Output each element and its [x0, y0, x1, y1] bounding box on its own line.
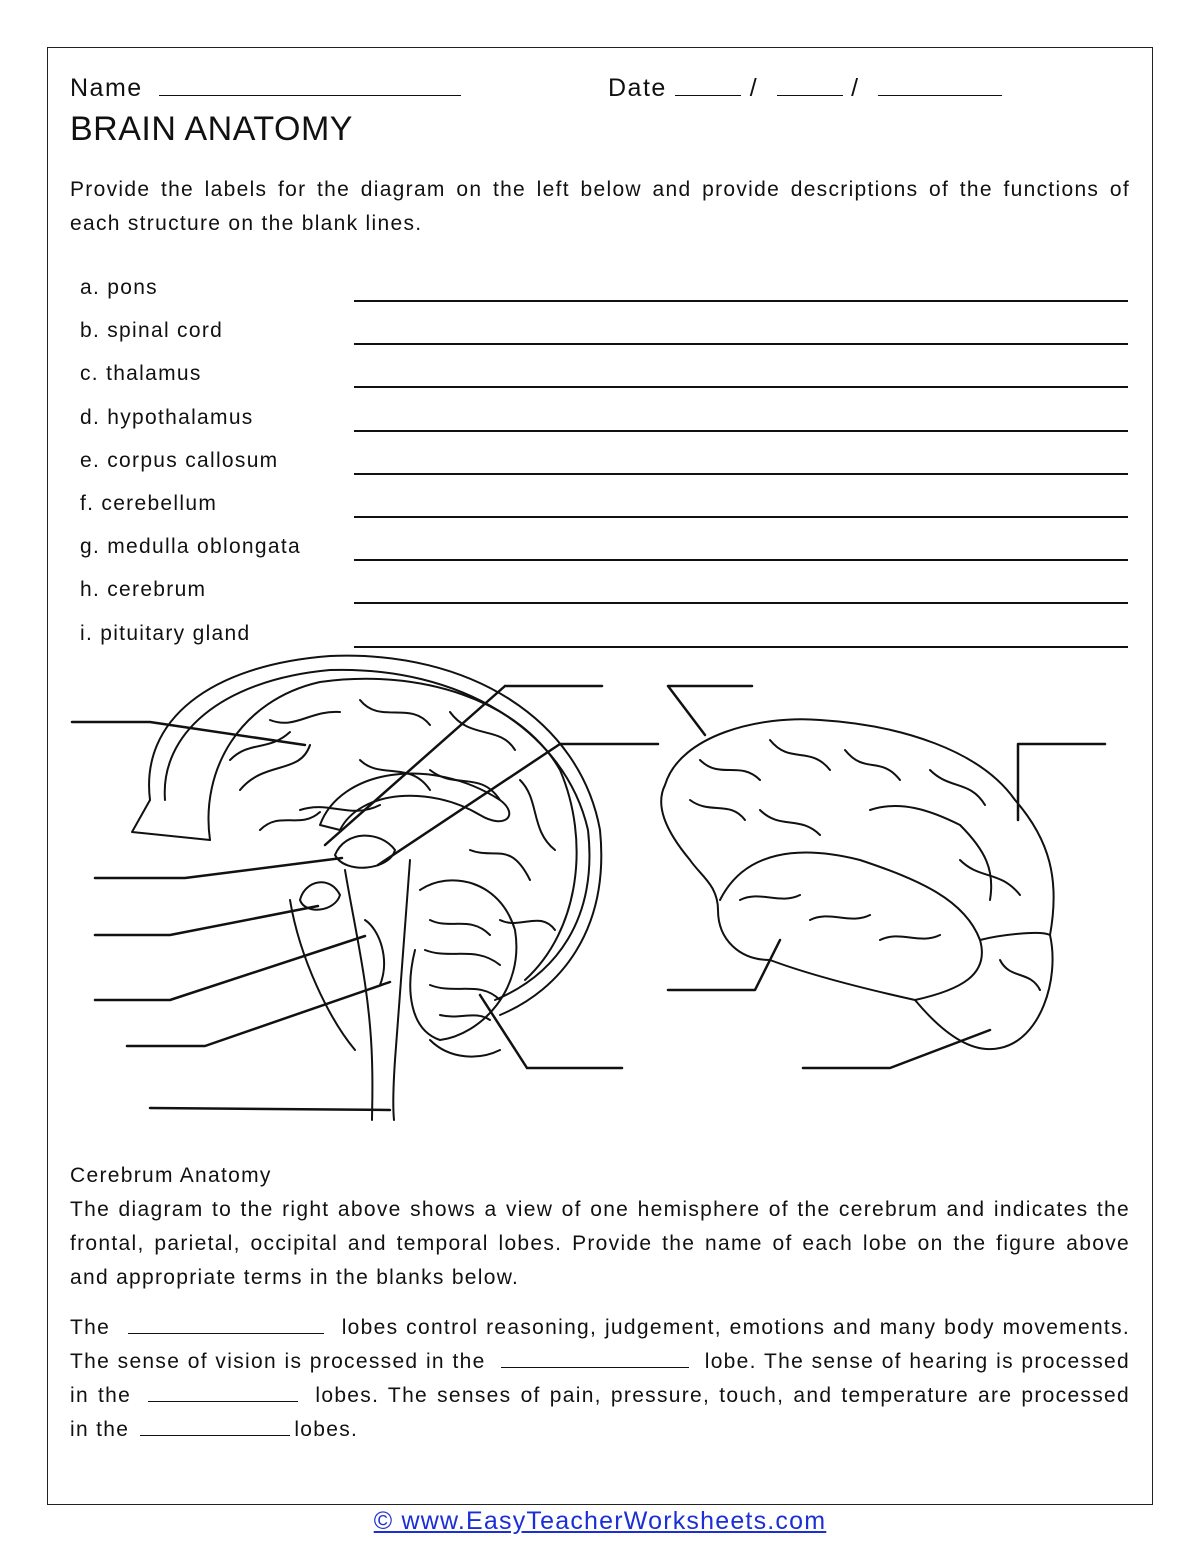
name-blank[interactable] [159, 75, 461, 96]
date-label: Date [608, 74, 667, 102]
instructions: Provide the labels for the diagram on the left below and provide descriptions of the functions of each structure on the blank lines. [70, 178, 1130, 235]
page-title: BRAIN ANATOMY [70, 110, 353, 148]
footer [0, 1507, 1200, 1536]
sagittal-brain-illustration [72, 656, 658, 1120]
date-day-blank[interactable] [777, 75, 843, 96]
description-blank[interactable] [354, 386, 1128, 388]
fill-in-text: lobes. [294, 1418, 359, 1441]
structure-row [80, 535, 1130, 578]
structure-label: b. spinal cord [80, 319, 224, 343]
structure-label: e. corpus callosum [80, 448, 279, 472]
date-separator: / [749, 74, 759, 102]
description-blank[interactable] [354, 602, 1128, 604]
lateral-hemisphere-illustration [661, 686, 1105, 1068]
structure-label: a. pons [80, 276, 158, 299]
occipital-lobe-blank[interactable] [501, 1345, 689, 1368]
description-blank[interactable] [354, 430, 1128, 432]
description-blank[interactable] [354, 559, 1128, 561]
cerebrum-heading: Cerebrum Anatomy [70, 1164, 272, 1187]
parietal-lobe-blank[interactable] [140, 1413, 290, 1436]
date-field[interactable] [608, 74, 1002, 103]
name-label: Name [70, 74, 143, 102]
fill-in-text: lobes control reasoning, judgement, emotions and many body movements. The sense of vision is processed in the [70, 1316, 1131, 1373]
structure-row [80, 362, 1130, 405]
structure-label: i. pituitary gland [80, 621, 251, 645]
structure-label: h. cerebrum [80, 578, 207, 602]
name-field[interactable] [70, 74, 461, 103]
structure-row [80, 578, 1130, 621]
structure-row [80, 319, 1130, 362]
description-blank[interactable] [354, 300, 1128, 302]
structure-label: c. thalamus [80, 362, 202, 386]
fill-in-text: lobe. The sense of hearing is processed in the [70, 1350, 1131, 1407]
brain-diagrams [0, 640, 1200, 1130]
structure-row [80, 276, 1130, 319]
fill-in-text: The [70, 1316, 111, 1339]
structure-label: g. medulla oblongata [80, 535, 301, 559]
structure-row [80, 492, 1130, 535]
cerebrum-description: The diagram to the right above shows a view of one hemisphere of the cerebrum and indicates the frontal, parietal, occipital and temporal lobes. Provide the name of each lobe on the figure above and appropriate terms in the blanks below. [70, 1198, 1130, 1289]
date-separator: / [851, 74, 860, 102]
copyright-link[interactable]: © www.EasyTeacherWorksheets.com [373, 1507, 827, 1535]
description-blank[interactable] [354, 516, 1128, 518]
structure-row [80, 406, 1130, 449]
fill-in-paragraph [70, 1311, 1130, 1447]
date-year-blank[interactable] [878, 75, 1002, 96]
fill-in-text: lobes. The senses of pain, pressure, touch, and temperature are processed in the [70, 1384, 1130, 1441]
temporal-lobe-blank[interactable] [148, 1379, 298, 1402]
structure-row [80, 449, 1130, 492]
date-month-blank[interactable] [675, 75, 741, 96]
structure-label: d. hypothalamus [80, 405, 254, 429]
description-blank[interactable] [354, 343, 1128, 345]
frontal-lobe-blank[interactable] [128, 1311, 324, 1334]
structure-list [80, 276, 1130, 665]
structure-label: f. cerebellum [80, 491, 218, 515]
description-blank[interactable] [354, 473, 1128, 475]
